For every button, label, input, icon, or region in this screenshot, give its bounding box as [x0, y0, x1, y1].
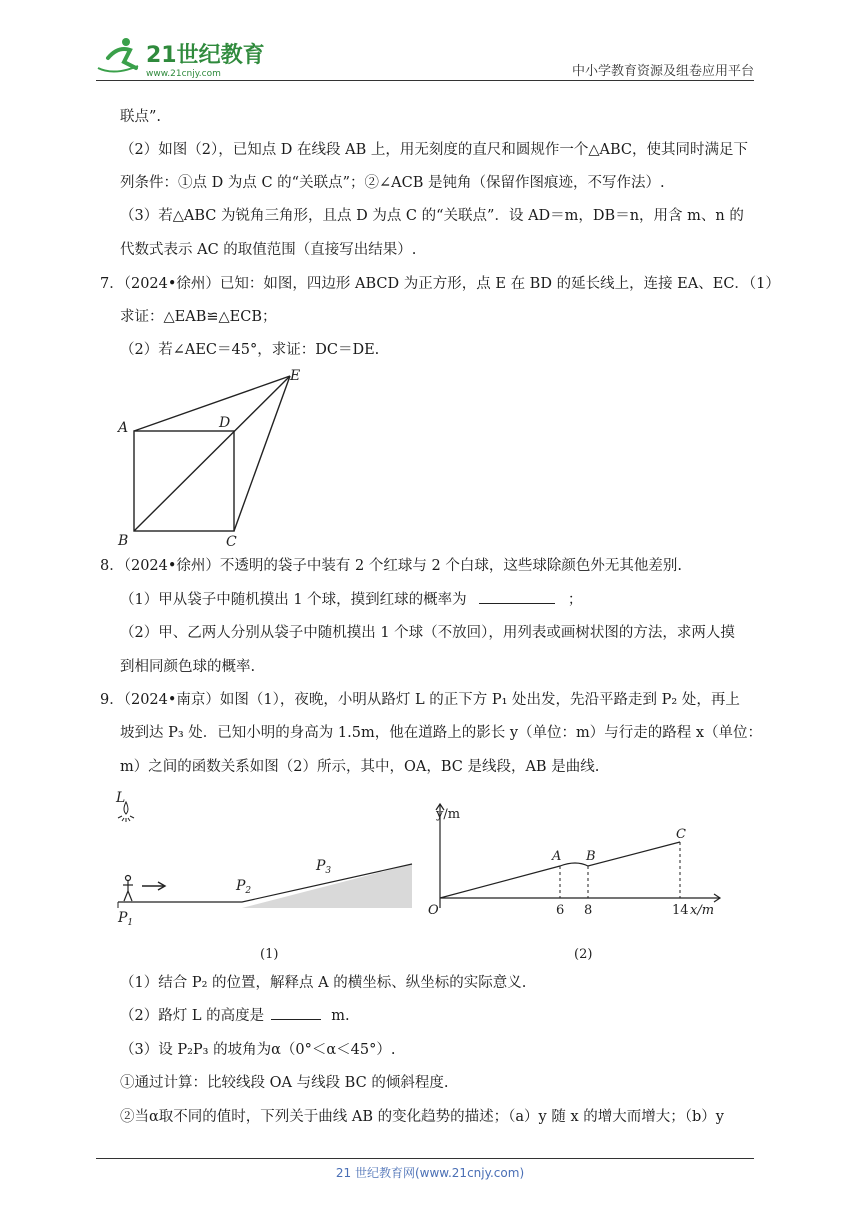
text-line: 坡到达 P₃ 处．已知小明的身高为 1.5m，他在道路上的影长 y（单位：m）与行走的路程 x（单位：	[120, 725, 763, 741]
caption-1: (1)	[260, 947, 279, 962]
platform-name: 中小学教育资源及组卷应用平台	[571, 64, 754, 79]
label-a: A	[118, 420, 129, 436]
text-line: （3）若△ABC 为锐角三角形，且点 D 为点 C 的“关联点”．设 AD＝m，DB＝n，用含 m、n 的	[120, 208, 744, 224]
text-line: ①通过计算：比较线段 OA 与线段 BC 的倾斜程度.	[120, 1075, 449, 1091]
label-b: B	[586, 849, 596, 864]
y-axis-label: y/m	[436, 807, 461, 822]
tick-label: 6	[556, 903, 565, 918]
function-graph	[428, 798, 728, 962]
label-c: C	[226, 534, 237, 550]
text-line	[120, 1006, 350, 1026]
text-part: （1）甲从袋子中随机摸出 1 个球，摸到红球的概率为	[120, 592, 467, 608]
logo-url: www.21cnjy.com	[146, 69, 221, 79]
text-line: （1）结合 P₂ 的位置，解释点 A 的横坐标、纵坐标的实际意义.	[120, 975, 527, 991]
label-p3: $P_3$	[316, 858, 332, 876]
tick-label: 14	[672, 903, 689, 918]
answer-blank[interactable]	[479, 603, 555, 604]
label-a: A	[552, 849, 562, 864]
label-b: B	[118, 533, 129, 549]
question-9: 9．（2024•南京）如图（1），夜晚，小明从路灯 L 的正下方 P₁ 处出发，先沿平路走到 P₂ 处，再上	[100, 692, 740, 708]
segment-ea	[134, 376, 290, 431]
header-divider	[96, 80, 754, 81]
text-line: （2）如图（2），已知点 D 在线段 AB 上，用无刻度的直尺和圆规作一个△ABC，使其同时满足下	[120, 142, 749, 158]
logo-text: 21世纪教育	[146, 43, 265, 68]
text-line: 代数式表示 AC 的取值范围（直接写出结果）.	[120, 242, 417, 258]
label-e: E	[290, 368, 301, 384]
label-d: D	[219, 415, 231, 431]
origin-label: O	[428, 903, 439, 918]
text-line: 求证：△EAB≌△ECB；	[120, 309, 277, 325]
text-line: （2）若∠AEC＝45°，求证：DC＝DE.	[120, 342, 380, 358]
label-c: C	[676, 827, 686, 842]
text-line: ②当α取不同的值时，下列关于曲线 AB 的变化趋势的描述；（a）y 随 x 的增大而增大；（b）y	[120, 1109, 724, 1125]
footer-text[interactable]: 21 世纪教育网(www.21cnjy.com)	[335, 1166, 525, 1180]
person-icon	[123, 876, 133, 902]
question-8: 8．（2024•徐州）不透明的袋子中装有 2 个红球与 2 个白球，这些球除颜色外无其他差别.	[100, 558, 682, 574]
label-p1: $P_1$	[118, 910, 134, 928]
caption-2: (2)	[574, 947, 593, 962]
text-part: m.	[331, 1008, 350, 1024]
footer-divider	[96, 1158, 754, 1159]
question-7: 7．（2024•徐州）已知：如图，四边形 ABCD 为正方形，点 E 在 BD 的延长线上，连接 EA、EC．（1）	[100, 276, 780, 292]
text-line	[120, 590, 582, 610]
tick-label: 8	[584, 903, 593, 918]
text-line: （2）甲、乙两人分别从袋子中随机摸出 1 个球（不放回），用列表或画树状图的方法，求两人摸	[120, 625, 735, 641]
text-line: 联点”.	[120, 109, 162, 125]
text-line: m）之间的函数关系如图（2）所示，其中，OA，BC 是线段，AB 是曲线.	[120, 759, 600, 775]
label-p2: $P_2$	[236, 878, 252, 896]
road-figure	[112, 786, 422, 962]
text-part: ；	[567, 592, 583, 608]
text-line: （3）设 P₂P₃ 的坡角为α（0°＜α＜45°）.	[120, 1042, 396, 1058]
text-line: 列条件：①点 D 为点 C 的“关联点”；②∠ACB 是钝角（保留作图痕迹，不写作法）.	[120, 175, 665, 191]
text-line: 到相同颜色球的概率.	[120, 659, 256, 675]
square-figure	[112, 364, 312, 550]
runner-logo-icon	[98, 38, 138, 72]
arrow-right-icon	[142, 882, 165, 890]
diagonal-bd-extended	[134, 376, 290, 531]
logo	[96, 36, 266, 80]
text-part: （2）路灯 L 的高度是	[120, 1008, 265, 1024]
x-axis-label: x/m	[690, 903, 715, 918]
answer-blank[interactable]	[271, 1019, 321, 1020]
label-l: L	[116, 790, 126, 806]
segment-ec	[234, 376, 290, 531]
